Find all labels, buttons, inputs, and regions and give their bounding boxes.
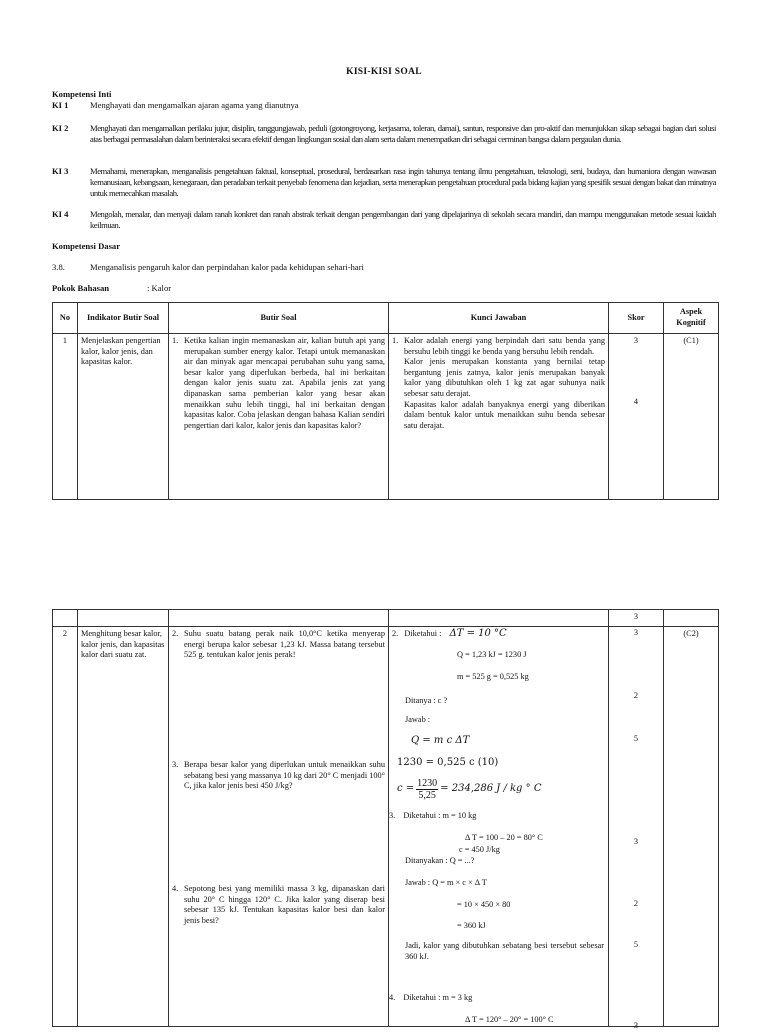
row1-skor-cell [609,334,664,500]
row2-soal3-num: 3. [172,760,179,769]
row2-skor-cell [609,627,664,1030]
k2-num: 2. [392,629,399,638]
k2-ditanya: Ditanya : c ? [405,696,448,705]
table-header-row [53,303,719,334]
ki-heading: Kompetensi Inti [52,89,112,99]
row2-soal2-num: 2. [172,629,179,638]
row2-skor-c: 5 [633,734,639,743]
row1-kunci-kalor-jenis: Kalor jenis merupakan konstanta yang bernilai tetap bergantung jenis zatnya, kalor jenis merupakan banyak kalor yang dibutuhkan oleh 1 kg zat agar suhunya naik sebesar satu derajat. [404,357,605,399]
k2-q: Q = 1,23 kJ = 1230 J [457,650,527,659]
k3-ditanya: Ditanyakan : Q = ...? [405,856,475,865]
row1-no: 1 [53,334,78,500]
ki-3-label: KI 3 [52,166,69,176]
k2-diketahui: Diketahui : [404,629,442,638]
ki-1-label: KI 1 [52,100,69,110]
k4-diketahui: Diketahui : m = 3 kg [403,993,473,1002]
k2-frac-bot: 5,25 [418,790,436,801]
col-header-skor: Skor [609,303,664,334]
ki-1 [52,100,716,112]
k3-step1: = 10 × 450 × 80 [457,900,511,909]
row1-skor-1: 3 [633,336,639,345]
ki-2-label: KI 2 [52,123,69,133]
cont-empty-aspek [664,610,719,627]
col-header-indikator: Indikator Butir Soal [78,303,169,334]
row1-aspek: (C1) [664,334,719,500]
cont-empty-no [53,610,78,627]
k2-dt: ΔT = 10 °C [449,628,507,639]
row1-kunci-kalor: Kalor adalah energi yang berpindah dari satu benda yang bersuhu lebih tinggi ke benda yang bersuhu lebih rendah. [404,336,605,356]
kd-heading: Kompetensi Dasar [52,241,121,251]
pokok-bahasan [52,283,171,294]
col-header-kunci-jawaban: Kunci Jawaban [389,303,609,334]
col-header-aspek: Aspek Kognitif [664,303,719,334]
k3-block [389,811,476,822]
k4-num: 4. [389,993,396,1002]
row2-indikator: Menghitung besar kalor, kalor jenis, dan kapasitas kalor dari suatu zat. [78,627,169,1027]
row2-soal4-num: 4. [172,884,179,893]
pokok-bahasan-value: : Kalor [147,283,172,293]
cont-empty-indikator [78,610,169,627]
row2-skor-f: 5 [633,940,639,949]
row1-kunci-cell [389,334,609,500]
ki-4 [52,209,716,233]
row2-skor-a: 3 [633,628,639,637]
k2-formula: Q = m c ΔT [411,735,470,746]
k3-dt: Δ T = 100 – 20 = 80° C [465,833,543,842]
k3-step2: = 360 kJ [457,921,486,930]
row1-indikator: Menjelaskan pengertian kalor, kalor jenis, dan kapasitas kalor. [78,334,169,500]
k4-block [389,993,472,1004]
kd-number: 3.8. [52,262,65,272]
kisi-table-2 [52,609,719,1030]
pokok-bahasan-label: Pokok Bahasan [52,283,110,293]
row1-soal-num: 1. [172,336,179,345]
row2-aspek: (C2) [664,627,719,1027]
col-header-butir-soal: Butir Soal [169,303,389,334]
k2-block [392,628,507,641]
k2-c-lhs: c = [397,783,415,795]
ki-4-text: Mengolah, menalar, dan menyaji dalam ranah konkret dan ranah abstrak terkait dengan pengembangan dari yang dipelajarinya di sekolah secara mandiri, dan mampu menggunakan metode sesuai kaidah keilmuan. [90,209,716,230]
row1-skor-2: 4 [633,396,639,406]
row2-no: 2 [53,627,78,1027]
ki-2-text: Menghayati dan mengamalkan perilaku jujur, disiplin, tanggungjawab, peduli (gotongroyong, kerjasama, toleran, damai), santun, responsive dan pro-aktif dan menunjukkan sikap sebagai bagian dari solusi atas berbagai permasalahan dalam berinteraksi secara efektif dengan lingkungan sosial dan alam serta dalam menempatkan diri sebagai cerminan bangsa dalam pergaulan dunia. [90,123,716,144]
row1-kunci-num: 1. [392,336,399,345]
k3-conclusion: Jadi, kalor yang dibutuhkan sebatang besi tersebut sebesar 360 kJ. [405,941,604,961]
table-row [53,610,719,627]
table-row [53,334,719,500]
document-title: KISI-KISI SOAL [346,67,422,77]
cont-empty-kunci [389,610,609,627]
k2-fraction [416,778,438,801]
row2-skor-b: 2 [633,691,639,700]
k3-c: c = 450 J/kg [459,845,500,854]
cont-skor: 3 [609,610,664,627]
row1-soal-cell [169,334,389,500]
k2-m: m = 525 g = 0,525 kg [457,672,529,681]
ki-3 [52,166,716,202]
row2-skor-e: 2 [633,899,639,908]
row2-skor-g: 3 [633,1021,639,1030]
ki-2 [52,123,716,159]
k2-result-line [397,778,541,801]
ki-3-text: Memahami, menerapkan, menganalisis pengetahuan faktual, konseptual, prosedural, berdasarkan rasa ingin tahunya tentang ilmu pengetahuan, teknologi, seni, budaya, dan humaniora dengan wawasan kemanusiaan, kebangsaan, kenegaraan, dan peradaban terkait penyebab fenomena dan kejadian, serta menerapkan pengetahuan procedural pada bidang kajian yang spesifik sesuai dengan bakat dan minatnya untuk memecahkan masalah. [90,166,716,198]
k3-diketahui: Diketahui : m = 10 kg [403,811,477,820]
k4-dt: Δ T = 120° – 20° = 100° C [465,1015,554,1024]
k2-sub: 1230 = 0,525 c (10) [397,757,499,768]
k2-result: = 234,286 J / kg ° C [440,783,542,795]
kisi-table-1 [52,302,719,500]
table-row [53,627,719,1027]
row2-kunci-cell [389,627,609,1027]
row2-soal2-text: Suhu suatu batang perak naik 10,0°C ketika menyerap energi berupa kalor sebesar 1,23 kJ. Massa batang tersebut 525 g. tentukan kalor jenis perak! [184,629,385,660]
row1-kunci-kapasitas: Kapasitas kalor adalah banyaknya energi yang diberikan dalam bentuk kalor untuk menaikkan suhu benda sebesar satu derajat. [404,399,605,430]
cont-empty-soal [169,610,389,627]
row1-soal-text: Ketika kalian ingin memanaskan air, kalian butuh api yang merupakan sumber energy kalor. Tetapi untuk memanaskan air dan minyak agar mencapai perubahan suhu yang sama, besar kalor yang diperlukan berbeda, hal ini berkaitan dengan kalor jenis suatu zat. Apabila jenis zat yang dipanaskan sama pemberian kalor yang besar akan menaikkan suhu lebih tinggi, hal ini berkaitan dengan kapasitas kalor. Coba jelaskan dengan bahasa Kalian sendiri pengertian dari kalor, kalor jenis dan kapasitas kalor? [184,336,385,430]
kd-text: Menganalisis pengaruh kalor dan perpindahan kalor pada kehidupan sehari-hari [90,262,364,272]
ki-4-label: KI 4 [52,209,69,219]
row2-soal4-text: Sepotong besi yang memiliki massa 3 kg, dipanaskan dari suhu 20° C hingga 120° C. Jika kalor yang diserap besi sebesar 135 kJ. Tentukan kapasitas kalor besi dan kalor jenis besi? [184,884,385,925]
row2-soal3-text: Berapa besar kalor yang diperlukan untuk menaikkan suhu sebatang besi yang massanya 10 kg dari 20° C menjadi 100° C, jika kalor jenis besi 450 J/kg? [184,760,385,791]
k2-jawab: Jawab : [405,715,431,724]
k3-jawab: Jawab : Q = m × c × Δ T [405,878,487,887]
row2-soal-cell [169,627,389,1027]
row2-skor-d: 3 [633,837,639,846]
ki-1-text: Menghayati dan mengamalkan ajaran agama yang dianutnya [90,100,299,110]
k3-num: 3. [389,811,396,820]
col-header-no: No [53,303,78,334]
k2-frac-top: 1230 [417,778,438,789]
